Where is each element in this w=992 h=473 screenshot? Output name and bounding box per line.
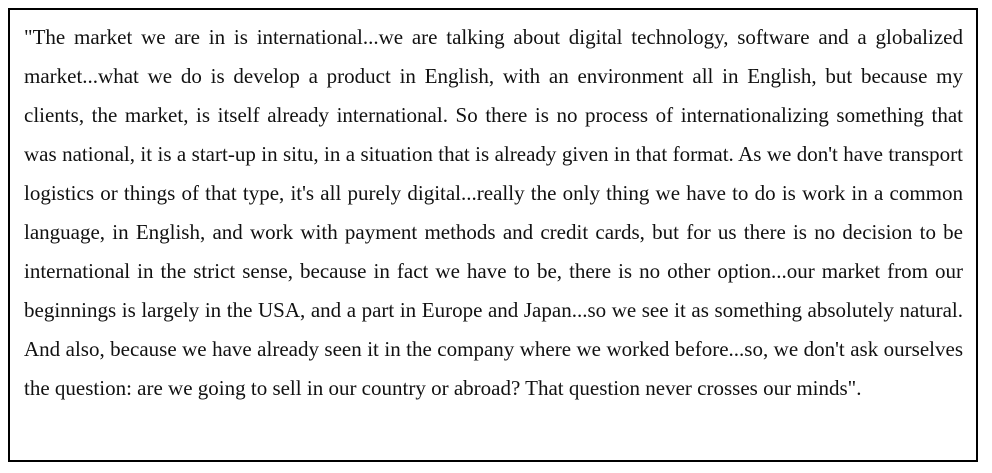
- quote-text: "The market we are in is international...we are talking about digital technology, software and a globalized market...what we do is develop a product in English, with an environment all in English, but because my clients, the market, is itself already international. So there is no process of internationalizing something that was national, it is a start-up in situ, in a situation that is already given in that format. As we don't have transport logistics or things of that type, it's all purely digital...really the only thing we have to do is work in a common language, in English, and work with payment methods and credit cards, but for us there is no decision to be international in the strict sense, because in fact we have to be, there is no other option...our market from our beginnings is largely in the USA, and a part in Europe and Japan...so we see it as something absolutely natural. And also, because we have already seen it in the company where we worked before...so, we don't ask ourselves the question: are we going to sell in our country or abroad? That question never crosses our minds".: [24, 25, 963, 400]
- quote-box: [8, 8, 978, 462]
